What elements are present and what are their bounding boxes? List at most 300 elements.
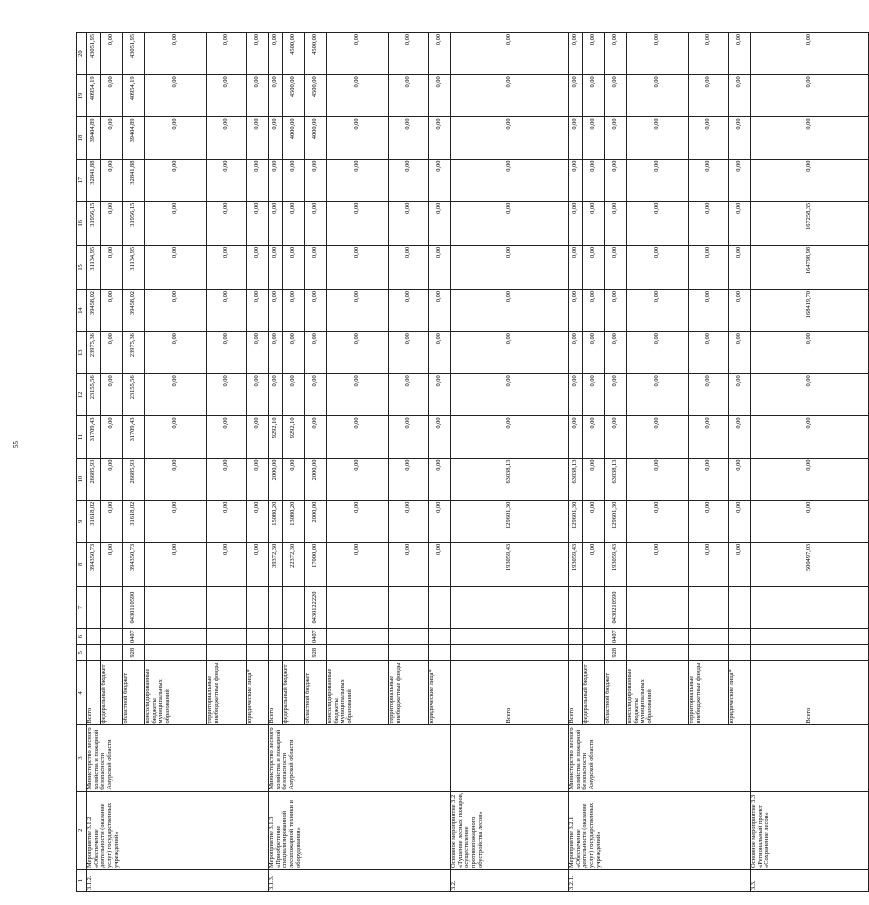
amount-cell: 9292,10 — [269, 416, 283, 458]
amount-cell: 0,00 — [327, 117, 389, 159]
csr-code: 0430122220 — [305, 587, 327, 629]
funding-source: Всего — [451, 661, 569, 725]
amount-cell: 0,00 — [751, 332, 869, 374]
amount-cell: 0,00 — [327, 245, 389, 289]
amount-cell: 63038,13 — [569, 458, 583, 500]
amount-cell: 0,00 — [605, 332, 627, 374]
amount-cell: 63038,13 — [451, 458, 569, 500]
block-number: 3.2. — [451, 869, 569, 891]
amount-cell: 0,00 — [751, 33, 869, 75]
amount-cell: 0,00 — [569, 332, 583, 374]
amount-cell: 2000,00 — [305, 500, 327, 542]
amount-cell: 0,00 — [429, 542, 451, 586]
rzpr-code — [429, 629, 451, 645]
amount-cell: 0,00 — [751, 75, 869, 117]
column-number-cell: 11 — [77, 416, 87, 458]
amount-cell: 0,00 — [327, 33, 389, 75]
amount-cell: 43051,95 — [123, 33, 145, 75]
amount-cell: 0,00 — [605, 416, 627, 458]
rzpr-code — [207, 629, 247, 645]
amount-cell: 0,00 — [689, 201, 729, 245]
amount-cell: 0,00 — [627, 201, 689, 245]
csr-code — [283, 587, 305, 629]
amount-cell: 0,00 — [247, 75, 269, 117]
amount-cell: 0,00 — [627, 290, 689, 332]
amount-cell: 0,00 — [569, 33, 583, 75]
rzpr-code — [569, 629, 583, 645]
rzpr-code — [269, 629, 283, 645]
amount-cell: 0,00 — [101, 374, 123, 416]
amount-cell: 0,00 — [689, 75, 729, 117]
amount-cell: 0,00 — [583, 458, 605, 500]
block-name: Основное мероприятие 3.2 «Тушение лесных пожаров, осуществление противопожарного обустройства лесов» — [451, 791, 569, 869]
amount-cell: 0,00 — [627, 117, 689, 159]
grbs-code: 928 — [305, 645, 327, 661]
amount-cell: 0,00 — [283, 374, 305, 416]
column-number-cell: 3 — [77, 725, 87, 791]
amount-cell: 13080,20 — [283, 500, 305, 542]
amount-cell: 0,00 — [429, 458, 451, 500]
amount-cell: 31956,15 — [87, 201, 101, 245]
amount-cell: 0,00 — [627, 500, 689, 542]
amount-cell: 0,00 — [429, 416, 451, 458]
amount-cell: 0,00 — [327, 500, 389, 542]
csr-code — [429, 587, 451, 629]
grbs-code — [729, 645, 751, 661]
amount-cell: 0,00 — [729, 33, 751, 75]
column-number-cell: 20 — [77, 33, 87, 75]
funding-source: Всего — [569, 661, 583, 725]
amount-cell: 129601,30 — [451, 500, 569, 542]
amount-cell: 0,00 — [605, 201, 627, 245]
grbs-code — [269, 645, 283, 661]
funding-source: Всего — [87, 661, 101, 725]
amount-cell: 43051,95 — [87, 33, 101, 75]
amount-cell: 0,00 — [327, 542, 389, 586]
amount-cell: 0,00 — [269, 201, 283, 245]
amount-cell: 31134,95 — [87, 245, 101, 289]
column-number-cell: 12 — [77, 374, 87, 416]
amount-cell: 0,00 — [247, 332, 269, 374]
funding-source: федеральный бюджет — [101, 661, 123, 725]
csr-code — [87, 587, 101, 629]
column-number-cell: 14 — [77, 290, 87, 332]
amount-cell: 0,00 — [389, 201, 429, 245]
amount-cell: 31709,43 — [87, 416, 101, 458]
amount-cell: 31134,95 — [123, 245, 145, 289]
amount-cell: 0,00 — [569, 201, 583, 245]
csr-code — [327, 587, 389, 629]
amount-cell: 0,00 — [247, 542, 269, 586]
amount-cell: 0,00 — [627, 332, 689, 374]
funding-source: Всего — [269, 661, 283, 725]
funding-source: федеральный бюджет — [583, 661, 605, 725]
rzpr-code — [627, 629, 689, 645]
amount-cell: 0,00 — [729, 245, 751, 289]
amount-cell: 0,00 — [689, 416, 729, 458]
amount-cell: 0,00 — [101, 332, 123, 374]
funding-source: территориальные внебюджетные фонды — [689, 661, 729, 725]
amount-cell: 0,00 — [283, 290, 305, 332]
amount-cell: 0,00 — [305, 245, 327, 289]
amount-cell: 0,00 — [305, 201, 327, 245]
amount-cell: 0,00 — [751, 416, 869, 458]
csr-code — [583, 587, 605, 629]
amount-cell: 0,00 — [689, 500, 729, 542]
amount-cell: 23155,56 — [123, 374, 145, 416]
amount-cell: 39404,89 — [123, 117, 145, 159]
funding-source: областной бюджет — [305, 661, 327, 725]
amount-cell: 32841,88 — [87, 159, 101, 201]
amount-cell: 0,00 — [569, 416, 583, 458]
amount-cell: 39458,02 — [123, 290, 145, 332]
amount-cell: 0,00 — [583, 117, 605, 159]
amount-cell: 0,00 — [145, 75, 207, 117]
amount-cell: 0,00 — [389, 33, 429, 75]
amount-cell: 0,00 — [101, 75, 123, 117]
amount-cell: 0,00 — [389, 75, 429, 117]
grbs-code — [327, 645, 389, 661]
csr-code — [451, 587, 569, 629]
amount-cell: 0,00 — [689, 332, 729, 374]
amount-cell: 0,00 — [389, 245, 429, 289]
column-number-cell: 6 — [77, 629, 87, 645]
block-name: Мероприятие 3.1.3 «Приобретение специализированной лесопожарной техники и оборудования» — [269, 791, 451, 869]
amount-cell: 0,00 — [689, 458, 729, 500]
csr-code: 0430110590 — [123, 587, 145, 629]
funding-source: юридические лица* — [247, 661, 269, 725]
amount-cell: 394350,73 — [123, 542, 145, 586]
grbs-code: 928 — [605, 645, 627, 661]
amount-cell: 0,00 — [247, 201, 269, 245]
column-number-cell: 13 — [77, 332, 87, 374]
funding-source: консолидированные бюджеты муниципальных образований — [627, 661, 689, 725]
rzpr-code — [689, 629, 729, 645]
table-row — [751, 33, 869, 892]
amount-cell: 0,00 — [569, 245, 583, 289]
csr-code — [269, 587, 283, 629]
amount-cell: 0,00 — [269, 159, 283, 201]
column-number-cell: 17 — [77, 159, 87, 201]
rzpr-code — [101, 629, 123, 645]
amount-cell: 0,00 — [389, 458, 429, 500]
csr-code — [627, 587, 689, 629]
grbs-code — [283, 645, 305, 661]
amount-cell: 0,00 — [689, 290, 729, 332]
amount-cell: 0,00 — [729, 500, 751, 542]
amount-cell: 39372,30 — [269, 542, 283, 586]
column-number-cell: 10 — [77, 458, 87, 500]
amount-cell: 0,00 — [247, 374, 269, 416]
amount-cell: 0,00 — [729, 542, 751, 586]
amount-cell: 0,00 — [101, 201, 123, 245]
grbs-code — [87, 645, 101, 661]
amount-cell: 0,00 — [605, 33, 627, 75]
grbs-code — [751, 645, 869, 661]
grbs-code — [145, 645, 207, 661]
funding-source: территориальные внебюджетные фонды — [389, 661, 429, 725]
amount-cell: 0,00 — [389, 542, 429, 586]
amount-cell: 0,00 — [327, 159, 389, 201]
funding-source: юридические лица* — [429, 661, 451, 725]
amount-cell: 0,00 — [327, 374, 389, 416]
column-number-cell: 18 — [77, 117, 87, 159]
funding-source: областной бюджет — [123, 661, 145, 725]
amount-cell: 4500,00 — [305, 33, 327, 75]
amount-cell: 0,00 — [583, 75, 605, 117]
rzpr-code — [247, 629, 269, 645]
amount-cell: 129601,30 — [605, 500, 627, 542]
funding-source: федеральный бюджет — [283, 661, 305, 725]
table-row — [87, 33, 101, 892]
amount-cell: 0,00 — [451, 416, 569, 458]
amount-cell: 0,00 — [605, 117, 627, 159]
amount-cell: 0,00 — [583, 416, 605, 458]
column-number-cell: 5 — [77, 645, 87, 661]
amount-cell: 0,00 — [269, 117, 283, 159]
csr-code — [207, 587, 247, 629]
amount-cell: 129601,30 — [569, 500, 583, 542]
amount-cell: 0,00 — [569, 290, 583, 332]
table-row — [569, 33, 583, 892]
amount-cell: 2000,00 — [269, 458, 283, 500]
amount-cell: 0,00 — [569, 159, 583, 201]
amount-cell: 0,00 — [389, 117, 429, 159]
block-number: 3.2.1. — [569, 869, 751, 891]
amount-cell: 0,00 — [327, 458, 389, 500]
page-number: 55 — [12, 441, 20, 448]
csr-code — [751, 587, 869, 629]
amount-cell: 0,00 — [247, 33, 269, 75]
amount-cell: 0,00 — [145, 332, 207, 374]
amount-cell: 0,00 — [269, 332, 283, 374]
amount-cell: 0,00 — [751, 374, 869, 416]
amount-cell: 4500,00 — [283, 75, 305, 117]
amount-cell: 0,00 — [627, 416, 689, 458]
amount-cell: 168419,70 — [751, 290, 869, 332]
amount-cell: 0,00 — [327, 201, 389, 245]
amount-cell: 0,00 — [451, 245, 569, 289]
amount-cell: 0,00 — [247, 159, 269, 201]
amount-cell: 0,00 — [207, 117, 247, 159]
rzpr-code — [583, 629, 605, 645]
amount-cell: 0,00 — [451, 374, 569, 416]
csr-code — [729, 587, 751, 629]
amount-cell: 0,00 — [145, 416, 207, 458]
amount-cell: 0,00 — [429, 332, 451, 374]
amount-cell: 0,00 — [583, 290, 605, 332]
csr-code — [145, 587, 207, 629]
table-row — [269, 33, 283, 892]
grbs-code — [207, 645, 247, 661]
rzpr-code — [451, 629, 569, 645]
amount-cell: 394350,73 — [87, 542, 101, 586]
amount-cell: 0,00 — [207, 332, 247, 374]
column-number-cell: 16 — [77, 201, 87, 245]
amount-cell: 0,00 — [145, 33, 207, 75]
amount-cell: 0,00 — [283, 245, 305, 289]
grbs-code — [247, 645, 269, 661]
column-number-row — [77, 33, 87, 892]
amount-cell: 0,00 — [283, 332, 305, 374]
amount-cell: 0,00 — [327, 75, 389, 117]
amount-cell: 193059,43 — [569, 542, 583, 586]
funding-source: областной бюджет — [605, 661, 627, 725]
rotated-sheet — [76, 32, 813, 892]
amount-cell: 0,00 — [569, 117, 583, 159]
rzpr-code — [327, 629, 389, 645]
amount-cell: 0,00 — [101, 500, 123, 542]
amount-cell: 0,00 — [729, 117, 751, 159]
amount-cell: 0,00 — [327, 332, 389, 374]
amount-cell: 0,00 — [689, 159, 729, 201]
amount-cell: 0,00 — [583, 245, 605, 289]
grbs-code: 928 — [123, 645, 145, 661]
csr-code: 0430210590 — [605, 587, 627, 629]
amount-cell: 39458,02 — [87, 290, 101, 332]
amount-cell: 0,00 — [627, 374, 689, 416]
amount-cell: 0,00 — [729, 374, 751, 416]
amount-cell: 0,00 — [207, 159, 247, 201]
amount-cell: 193059,43 — [605, 542, 627, 586]
amount-cell: 26685,93 — [123, 458, 145, 500]
column-number-cell: 19 — [77, 75, 87, 117]
amount-cell: 0,00 — [207, 416, 247, 458]
amount-cell: 31618,02 — [123, 500, 145, 542]
amount-cell: 0,00 — [627, 75, 689, 117]
amount-cell: 4500,00 — [305, 75, 327, 117]
block-name: Мероприятие 3.1.2 «Обеспечение деятельности (оказание услуг) государственных учреждений» — [87, 791, 269, 869]
amount-cell: 0,00 — [247, 117, 269, 159]
amount-cell: 167258,35 — [751, 201, 869, 245]
column-number-cell: 2 — [77, 791, 87, 869]
amount-cell: 0,00 — [583, 332, 605, 374]
column-number-cell: 4 — [77, 661, 87, 725]
amount-cell: 0,00 — [207, 542, 247, 586]
amount-cell: 0,00 — [283, 458, 305, 500]
amount-cell: 0,00 — [389, 416, 429, 458]
amount-cell: 0,00 — [145, 500, 207, 542]
block-number: 3.1.3. — [269, 869, 451, 891]
amount-cell: 0,00 — [627, 458, 689, 500]
amount-cell: 0,00 — [145, 290, 207, 332]
amount-cell: 0,00 — [429, 159, 451, 201]
amount-cell: 0,00 — [429, 374, 451, 416]
amount-cell: 0,00 — [269, 290, 283, 332]
amount-cell: 0,00 — [729, 416, 751, 458]
grbs-code — [569, 645, 583, 661]
grbs-code — [389, 645, 429, 661]
block-name: Мероприятие 3.2.1 «Обеспечение деятельности (оказание услуг) государственных учреждений» — [569, 791, 751, 869]
csr-code — [569, 587, 583, 629]
amount-cell: 4500,00 — [283, 33, 305, 75]
funding-source: консолидированные бюджеты муниципальных образований — [145, 661, 207, 725]
amount-cell: 164798,98 — [751, 245, 869, 289]
block-number: 3.3. — [751, 869, 869, 891]
amount-cell: 0,00 — [729, 290, 751, 332]
amount-cell: 0,00 — [389, 159, 429, 201]
amount-cell: 0,00 — [305, 290, 327, 332]
block-name: Основное мероприятие 3.3 «Региональный проект «Сохранение лесов» — [751, 791, 869, 869]
amount-cell: 0,00 — [207, 245, 247, 289]
column-number-cell: 1 — [77, 869, 87, 891]
rzpr-code: 0407 — [305, 629, 327, 645]
amount-cell: 0,00 — [389, 374, 429, 416]
amount-cell: 23975,36 — [123, 332, 145, 374]
amount-cell: 0,00 — [247, 290, 269, 332]
amount-cell: 0,00 — [429, 245, 451, 289]
amount-cell: 0,00 — [247, 416, 269, 458]
amount-cell: 0,00 — [305, 159, 327, 201]
amount-cell: 0,00 — [207, 458, 247, 500]
amount-cell: 0,00 — [101, 542, 123, 586]
amount-cell: 500497,03 — [751, 542, 869, 586]
block-executor: Министерство лесного хозяйства и пожарной безопасности Амурской области — [569, 725, 751, 791]
amount-cell: 0,00 — [689, 245, 729, 289]
amount-cell: 4000,00 — [283, 117, 305, 159]
amount-cell: 0,00 — [207, 75, 247, 117]
amount-cell: 0,00 — [101, 245, 123, 289]
amount-cell: 0,00 — [627, 542, 689, 586]
amount-cell: 40954,19 — [87, 75, 101, 117]
rzpr-code — [145, 629, 207, 645]
csr-code — [247, 587, 269, 629]
amount-cell: 0,00 — [605, 374, 627, 416]
amount-cell: 0,00 — [305, 332, 327, 374]
amount-cell: 0,00 — [101, 117, 123, 159]
amount-cell: 0,00 — [247, 458, 269, 500]
amount-cell: 0,00 — [145, 117, 207, 159]
block-number: 3.1.2. — [87, 869, 269, 891]
amount-cell: 0,00 — [327, 290, 389, 332]
amount-cell: 31956,15 — [123, 201, 145, 245]
csr-code — [689, 587, 729, 629]
amount-cell: 63038,13 — [605, 458, 627, 500]
rzpr-code — [283, 629, 305, 645]
amount-cell: 0,00 — [451, 159, 569, 201]
amount-cell: 0,00 — [327, 416, 389, 458]
amount-cell: 0,00 — [247, 245, 269, 289]
amount-cell: 0,00 — [389, 332, 429, 374]
amount-cell: 0,00 — [429, 75, 451, 117]
grbs-code — [689, 645, 729, 661]
amount-cell: 23975,36 — [87, 332, 101, 374]
rzpr-code — [87, 629, 101, 645]
amount-cell: 0,00 — [269, 374, 283, 416]
grbs-code — [583, 645, 605, 661]
amount-cell: 0,00 — [729, 458, 751, 500]
amount-cell: 0,00 — [101, 458, 123, 500]
amount-cell: 0,00 — [101, 159, 123, 201]
funding-source: Всего — [751, 661, 869, 725]
rzpr-code — [729, 629, 751, 645]
amount-cell: 0,00 — [451, 117, 569, 159]
grbs-code — [627, 645, 689, 661]
grbs-code — [451, 645, 569, 661]
amount-cell: 0,00 — [145, 374, 207, 416]
amount-cell: 0,00 — [389, 500, 429, 542]
rzpr-code — [751, 629, 869, 645]
amount-cell: 0,00 — [247, 500, 269, 542]
amount-cell: 9292,10 — [283, 416, 305, 458]
amount-cell: 0,00 — [751, 159, 869, 201]
amount-cell: 0,00 — [627, 159, 689, 201]
amount-cell: 193059,43 — [451, 542, 569, 586]
amount-cell: 0,00 — [583, 500, 605, 542]
amount-cell: 0,00 — [145, 542, 207, 586]
funding-source: консолидированные бюджеты муниципальных образований — [327, 661, 389, 725]
amount-cell: 0,00 — [305, 416, 327, 458]
